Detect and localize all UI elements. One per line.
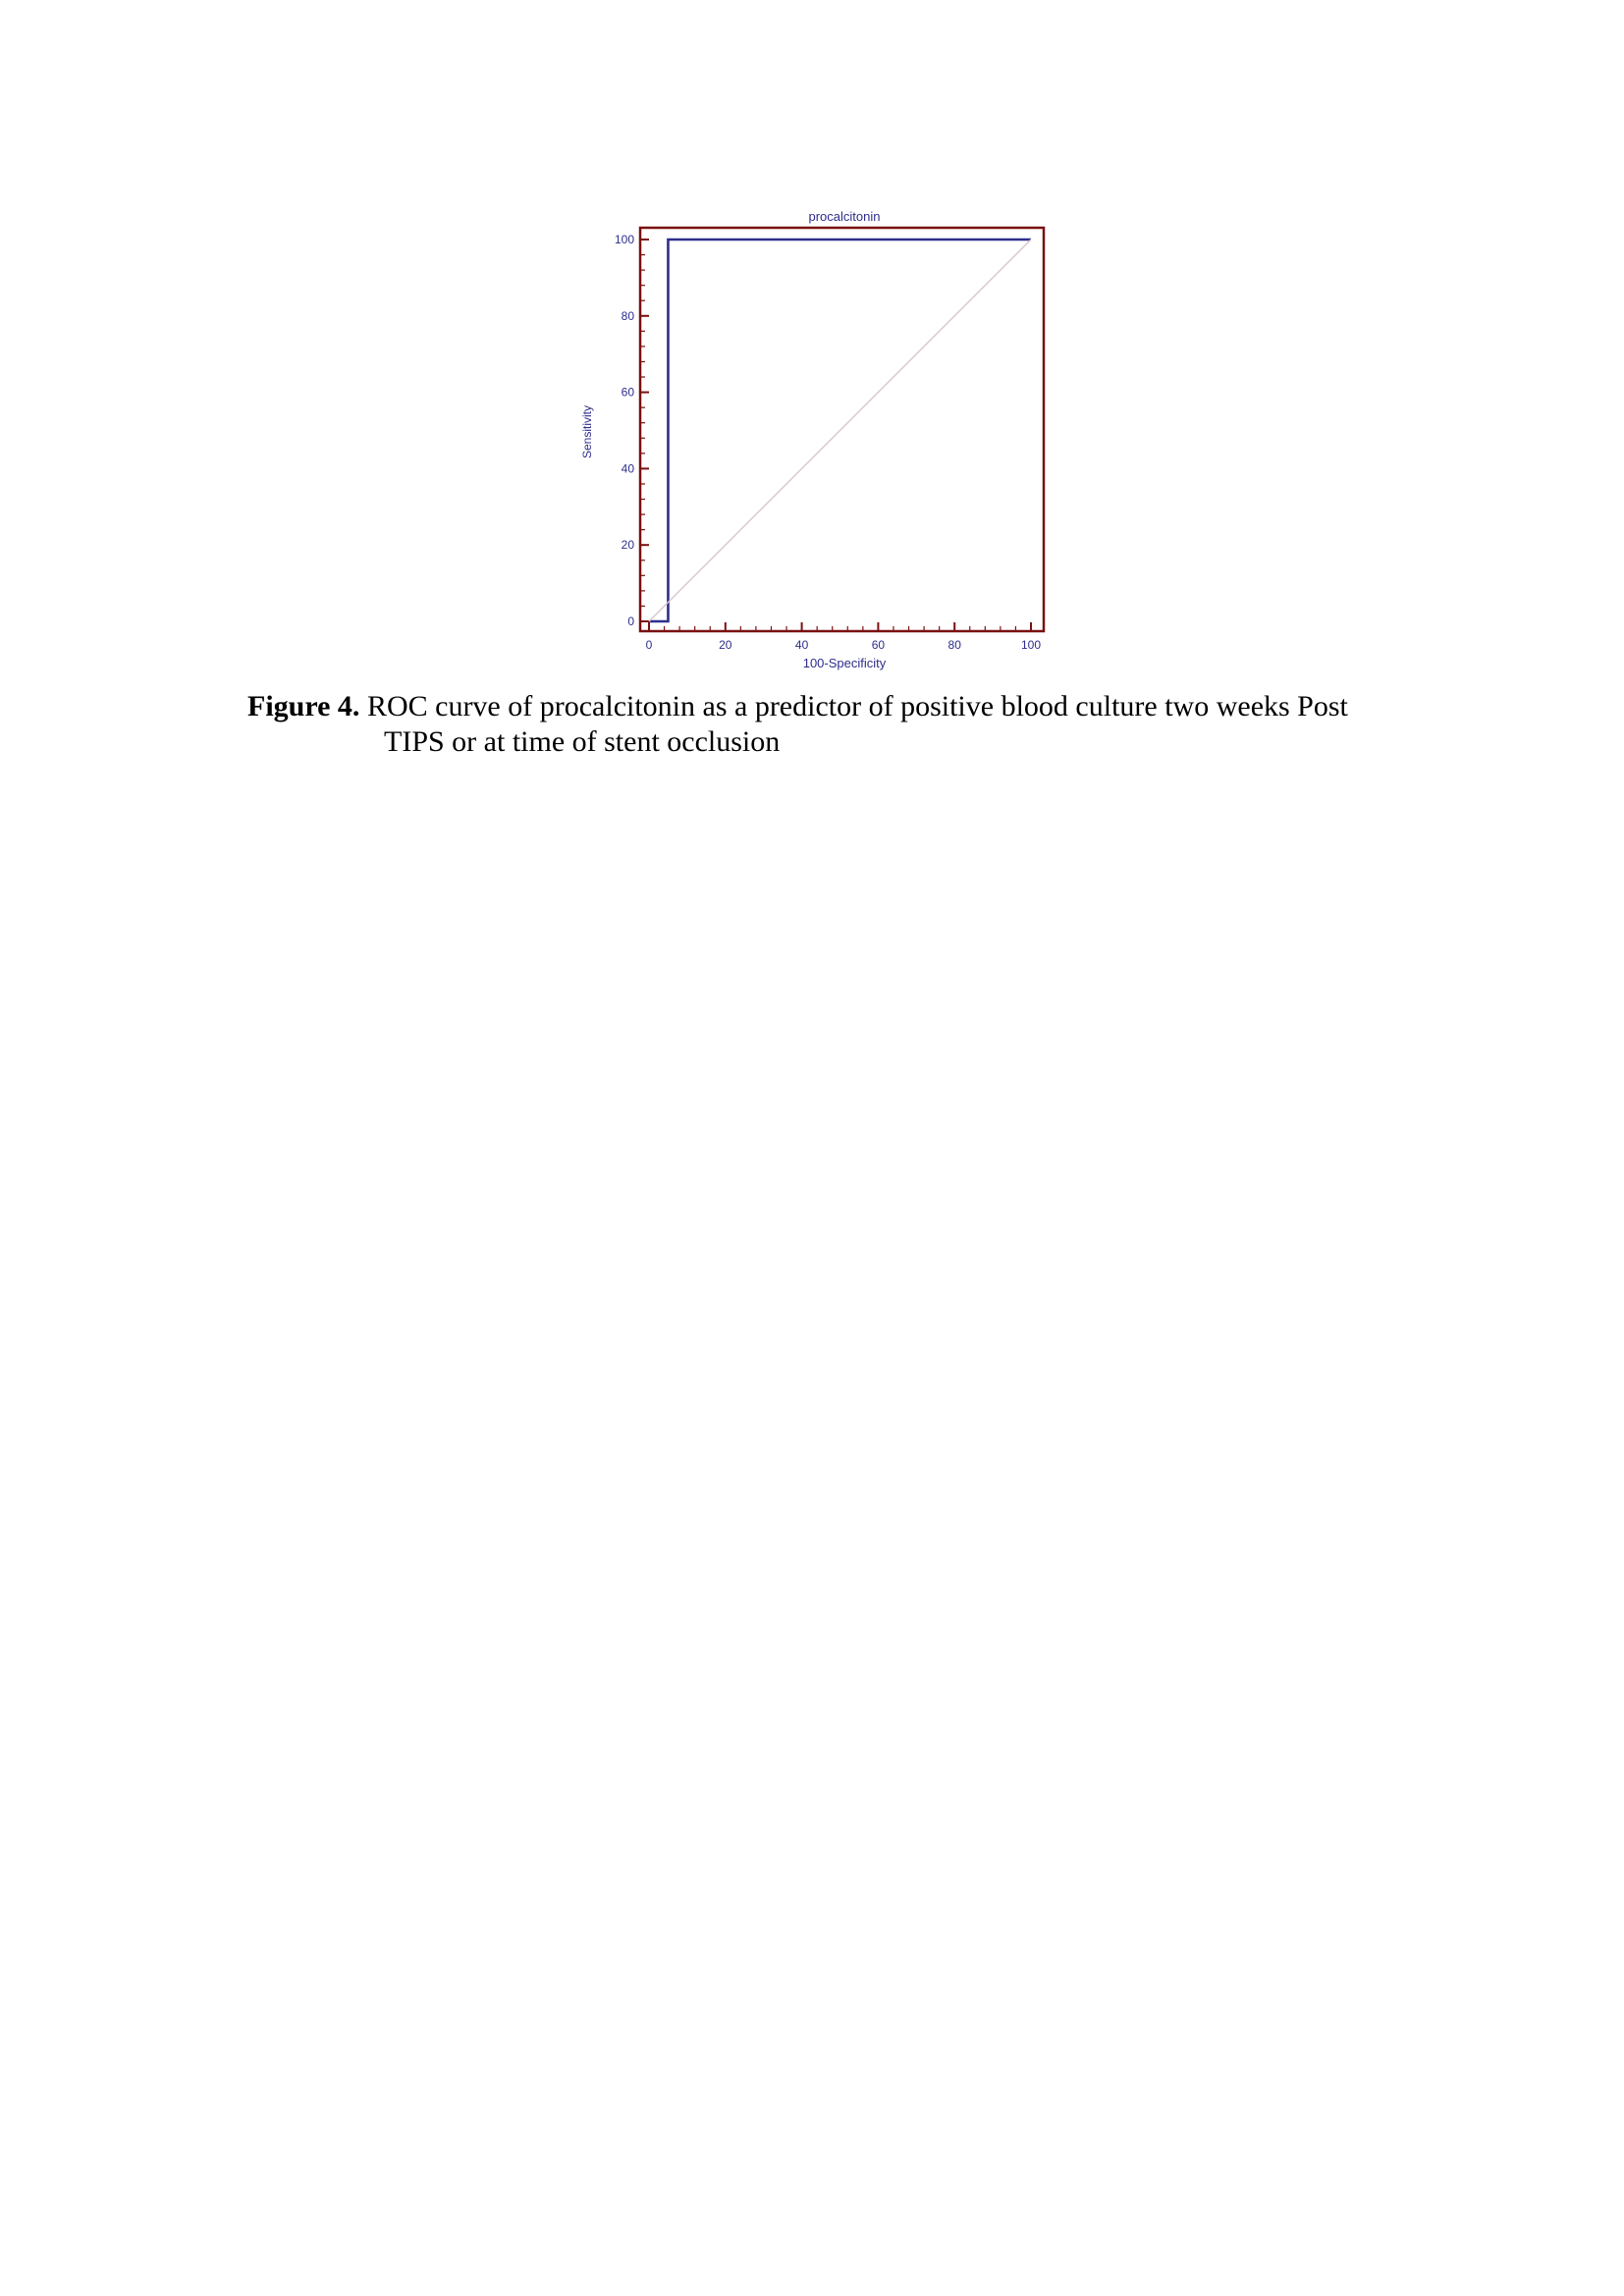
figure-caption [247,689,1426,760]
reference-diagonal-line [649,240,1031,621]
x-tick-label: 80 [947,638,961,652]
x-tick-label: 0 [645,638,653,652]
caption-text: ROC curve of procalcitonin as a predictor of positive blood culture two weeks Post [366,690,1348,722]
x-tick-label: 100 [1020,638,1042,652]
plot-frame [640,228,1044,631]
caption-label: Figure 4. [247,690,360,722]
y-axis-label: Sensitivity [580,404,594,459]
caption-text-line2: TIPS or at time of stent occlusion [384,725,781,758]
x-axis-label: 100-Specificity [802,656,887,670]
y-tick-label: 0 [627,614,634,628]
x-tick-label: 20 [719,638,732,652]
y-tick-label: 100 [614,233,634,246]
x-tick-label: 40 [794,638,809,652]
roc-chart [560,196,1070,687]
y-tick-label: 80 [621,308,634,323]
plot-area [615,228,1044,652]
y-tick-label: 60 [621,385,634,400]
y-tick-label: 20 [621,538,634,553]
chart-title: procalcitonin [808,209,881,224]
y-tick-label: 40 [621,461,634,476]
x-tick-label: 60 [871,638,886,652]
